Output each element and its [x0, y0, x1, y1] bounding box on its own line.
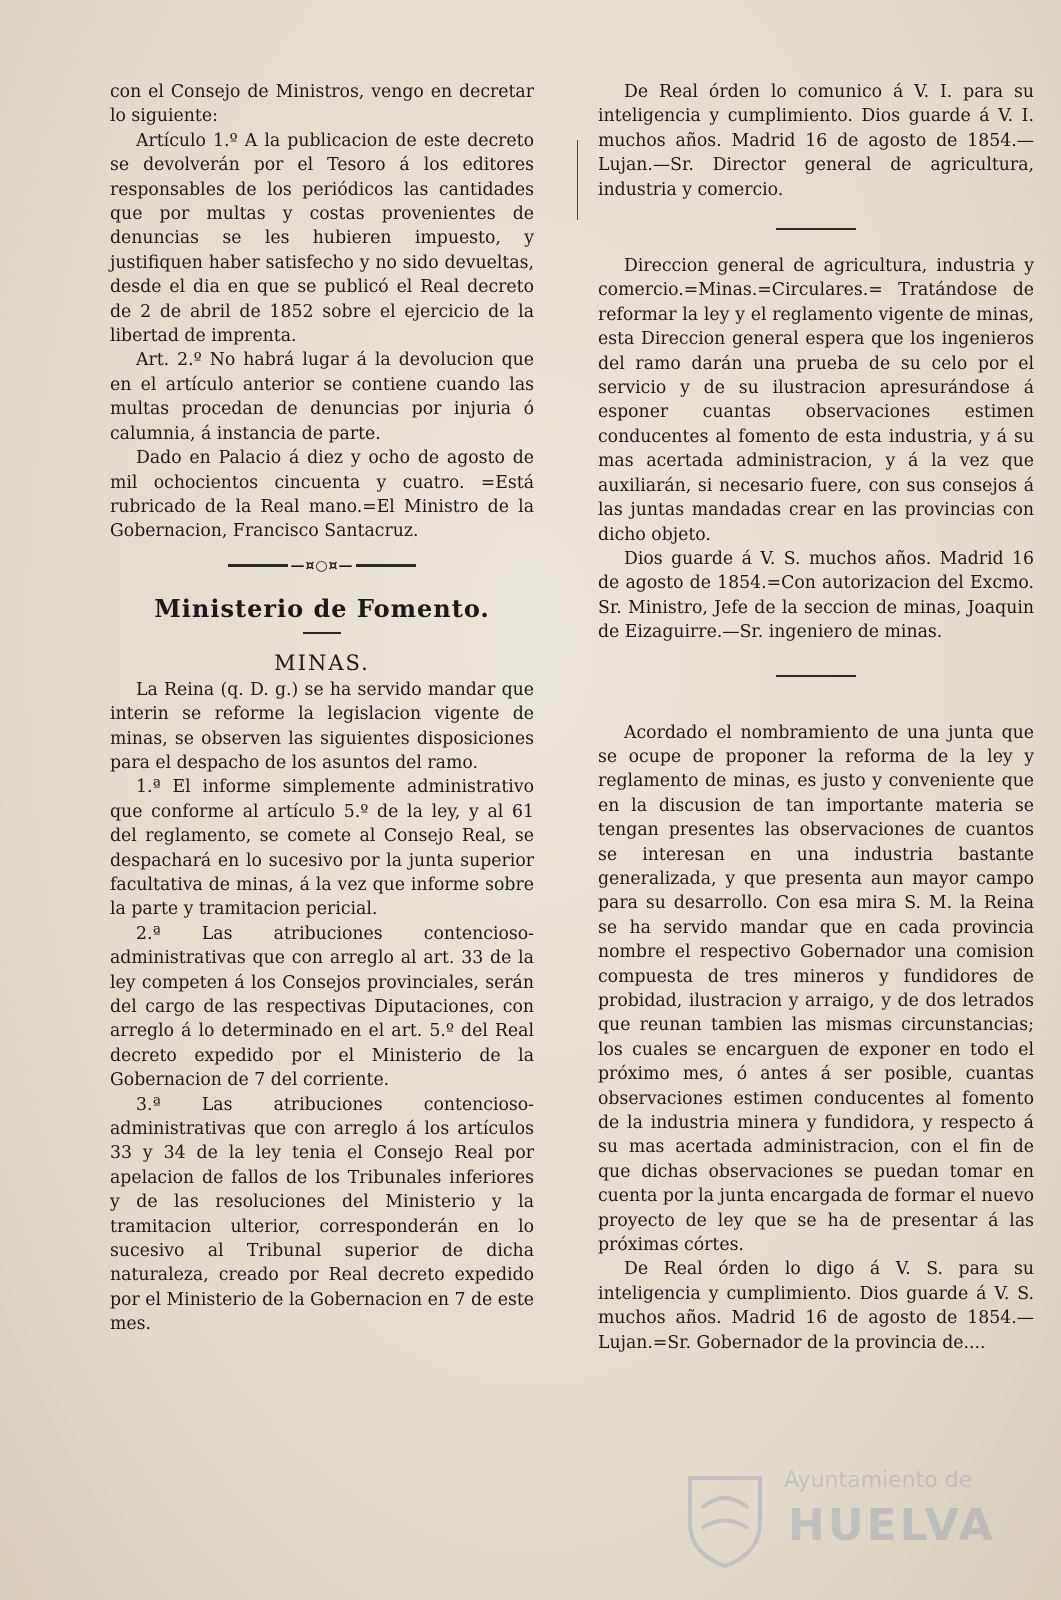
- column-divider: [577, 140, 578, 220]
- archive-watermark: [680, 1464, 1020, 1574]
- ornament-divider: [110, 558, 534, 574]
- paragraph-decree-intro: con el Consejo de Ministros, vengo en decretar lo siguiente:: [110, 82, 534, 127]
- ministry-title: Ministerio de Fomento.: [154, 593, 490, 623]
- paragraph-circular-signature: Dios guarde á V. S. muchos años. Madrid 16 de agosto de 1854.=Con autorizacion del Excmo. Sr. Ministro, Jefe de la seccion de minas, Joaquin de Eizaguirre.—Sr. ingeniero de minas.: [598, 548, 1034, 643]
- short-rule: [303, 632, 341, 634]
- section-title-minas: MINAS.: [274, 650, 370, 675]
- paragraph-circular-direccion: Direccion general de agricultura, industria y comercio.=Minas.=Circulares.= Tratándose de reformar la ley y el reglamento vigente de minas, esta Direccion general espera que los ingenieros del ramo darán una prueba de su celo por el servicio y de su ilustracion apresurándose á esponer cuantas observaciones estimen conducentes al fomento de esta industria, y á su mas acertada administracion, y á la vez que auxiliarán, si necesario fuere, con sus consejos á las juntas mandadas crear en las provincias con dicho objeto.: [598, 256, 1034, 545]
- paragraph-article-2: Art. 2.º No habrá lugar á la devolucion que en el artículo anterior se contiene cuando las multas procedan de denuncias por injuria ó calumnia, á instancia de parte.: [110, 350, 534, 444]
- paragraph-royal-order: La Reina (q. D. g.) se ha servido mandar que interin se reforme la legislacion vigente de minas, se observen las siguientes disposiciones para el despacho de los asuntos del ramo.: [110, 679, 534, 773]
- paragraph-provision-1: 1.ª El informe simplemente administrativo que conforme al artículo 5.º de la ley, y al 61 del reglamento, se comete al Consejo Real, se despachará en lo sucesivo por la junta superior facultativa de minas, á la vez que informe sobre la parte y tramitacion pericial.: [110, 777, 534, 920]
- ornament-line-left: [228, 564, 288, 567]
- paragraph-decree-signature: Dado en Palacio á diez y ocho de agosto de mil ochocientos cincuenta y cuatro. =Está rubricado de la Real mano.=El Ministro de la Gobernacion, Francisco Santacruz.: [110, 448, 534, 542]
- watermark-line1: Ayuntamiento de: [784, 1468, 973, 1493]
- right-column: [598, 80, 1034, 1355]
- paragraph-provision-2: 2.ª Las atribuciones contencioso-administrativas que con arreglo al art. 33 de la ley competen á los Consejos provinciales, serán del cargo de las respectivas Diputaciones, con arreglo á lo determinado en el art. 5.º del Real decreto expedido por el Ministerio de la Gobernacion de 7 del corriente.: [110, 923, 534, 1091]
- ornament-line-right: [356, 564, 416, 567]
- section-rule-2: [776, 675, 856, 677]
- paragraph-royal-order-communication: De Real órden lo comunico á V. I. para su inteligencia y cumplimiento. Dios guarde á V. I. muchos años. Madrid 16 de agosto de 1854.—Lujan.—Sr. Director general de agricultura, industria y comercio.: [598, 82, 1034, 200]
- paragraph-article-1: Artículo 1.º A la publicacion de este decreto se devolverán por el Tesoro á los editores responsables de los periódicos las cantidades que por multas y costas provenientes de denuncias se les hubieren impuesto, y justifiquen haber satisfecho y no sido devueltas, desde el dia en que se publicó el Real decreto de 2 de abril de 1852 sobre el ejercicio de la libertad de imprenta.: [110, 130, 534, 347]
- left-column: [110, 80, 534, 1337]
- paragraph-junta-agreement: Acordado el nombramiento de una junta que se ocupe de proponer la reforma de la ley y reglamento de minas, es justo y conveniente que en la discusion de tan importante materia se tengan presentes las observaciones de cuantos se interesan en una industria bastante generalizada, y que presenta aun mayor campo para su desarrollo. Con esa mira S. M. la Reina se ha servido mandar que en cada provincia nombre el respectivo Gobernador una comision compuesta de tres mineros y fundidores de probidad, ilustracion y arraigo, y de dos letrados que reunan tambien las mismas circunstancias; los cuales se encarguen de exponer en todo el próximo mes, ó antes á ser posible, cuantas observaciones estimen conducentes al fomento de la industria minera y fundidora, y respecto á su mas acertada administracion, con el fin de que dichas observaciones se puedan tomar en cuenta por la junta encargada de formar el nuevo proyecto de ley que se ha de presentar á las próximas córtes.: [598, 722, 1034, 1256]
- ornament-center: —¤○¤—: [290, 557, 354, 574]
- paragraph-provision-3: 3.ª Las atribuciones contencioso-administrativas que con arreglo á los artículos 33 y 34 de la ley tenia el Consejo Real por apelacion de fallos de los Tribunales inferiores y de las resoluciones del Ministerio y la tramitacion ulterior, corresponderán en lo sucesivo al Tribunal superior de dicha naturaleza, creado por Real decreto expedido por el Ministerio de la Gobernacion en 7 de este mes.: [110, 1094, 534, 1335]
- huelva-crest-icon: [680, 1468, 770, 1568]
- paragraph-royal-order-governor: De Real órden lo digo á V. S. para su inteligencia y cumplimiento. Dios guarde á V. S. muchos años. Madrid 16 de agosto de 1854.—Lujan.=Sr. Gobernador de la provincia de....: [598, 1259, 1034, 1353]
- watermark-line2: HUELVA: [788, 1500, 996, 1551]
- section-rule-1: [776, 228, 856, 230]
